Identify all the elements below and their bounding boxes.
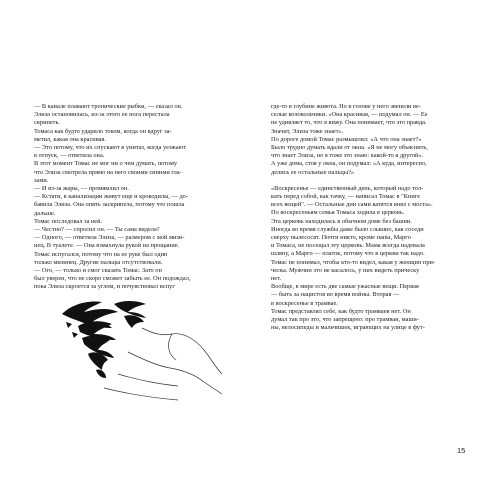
text-line: — Честно? — спросил он. — Ты сама видела? [34,226,160,234]
text-line: Значит, Элиза тоже знает». [271,127,344,135]
text-line: скрипеть. [34,119,60,127]
text-line: — В канале плавают тропические рыбки, — сказал он. [34,103,183,110]
page-number: 15 [457,446,466,455]
text-line: Томас испугался, потому что на ее руке был один [34,250,168,258]
text-line: в воскресенье в трамвае. [271,299,338,307]
text-line: ческа. Мужчин это не касалось, у них видеть прическу [271,266,420,274]
text-line: Иногда во время службы даже было слышно, как соседи [271,225,424,233]
right-text-column [271,103,467,332]
left-text-column [34,103,230,292]
text-line: где-то в глубине живота. Но в голове у него звенели ве- [271,103,421,110]
text-line: Элиза остановилась, из-за этого ее нога перестала [34,111,170,119]
text-line: нец. В туалете. — Она взмахнула рукой на прощание. [34,242,180,250]
text-line: По воскресеньям семья Томаса ходила в церковь. [271,209,405,217]
text-line: бавила Элиза. Она опять заскрипела, потому что пошла [34,201,185,209]
text-line: Томас представлял себе, как будто трамваев нет. Он [271,307,411,315]
text-line: делись ее остальные пальцы?» [271,168,355,176]
text-line: не удивляет то, что я вижу. Она понимает, что это правда. [271,119,427,127]
text-line: селые колокольчики. «Она красивая, — подумал он. — Ее [271,111,428,119]
text-line: метил, какая она красивая. [34,135,106,143]
text-line: Томас последовал за ней. [34,217,103,225]
text-line: Томаса как будто ударило током, когда он вдруг за- [34,127,172,135]
text-line: был уверен, что не скоро сможет забыть ее. Он подождал, [34,275,191,283]
text-line: Было трудно думать вдали от окна. «Я не могу объяснить, [271,144,428,152]
text-line: ны, велосипеды и мальчишек, играющих на улице в фут- [271,324,425,332]
text-line: что знает Элиза, но я тоже это знаю: какой-то я другой». [271,152,424,160]
text-line: нет. [271,275,282,283]
text-line: только мизинец. Другие пальцы отсутствовали. [34,258,163,266]
text-line: думал так про это, что запрещено: про трамваи, маши- [271,316,419,324]
hand-outline [104,328,222,400]
text-line: всех вещей". — Остальные дни сами катятся вниз с моста». [271,201,433,209]
text-line: и Томаса, не посещал эту церковь. Мама всегда надевала [271,242,425,250]
text-line: шляпу, а Марго — платок, потому что в церкви так надо. [271,250,425,258]
text-line: пока Элиза скроется за углом, и почувствовал испуг [34,283,175,291]
text-line: — быть за нацистов во время войны. Вторая — [271,291,400,299]
text-line: В этот момент Томас не мог ни о чем думать, потому [34,160,178,168]
text-line: «Воскресенье — единственный день, который надо тол- [271,184,424,192]
text-line: Эта церковь находилась в обычном доме без башни. [271,217,412,225]
text-line: Томас не понимал, чтобы кто-то видел, какая у женщин при- [271,258,435,266]
text-line: — Это потому, что их спускают в унитаз, когда уезжают [34,144,187,152]
text-line: — И из-за жары, — промямлил он. [34,185,129,193]
text-line: — Ого, — только и смог сказать Томас. Зато он [34,267,162,275]
text-line: дальше. [34,209,56,217]
text-line: — Одного, — ответила Элиза, — размером с мой мизи- [34,234,185,242]
feather-shapes [62,301,146,378]
text-line: — Кстати, в канализации живут еще и крокодилы, — до- [34,193,188,201]
text-line: зами. [34,176,49,184]
text-line: По дороге домой Томас размышлял: «А что она знает?» [271,135,422,143]
ink-illustration [58,294,228,408]
text-line: Вообще, в мире есть две самые ужасные вещи. Первая [271,283,419,291]
text-line: что Элиза смотрела прямо на него своими синими гла- [34,168,182,176]
text-line: в отпуск, — ответила она. [34,152,105,160]
text-line: кать перед собой, как тачку, — написал Томас в "Книге [271,193,421,201]
text-line: сверху пылесосят. Почти никто, кроме папы, Марго [271,234,411,242]
text-line: А уже дома, стоя у окна, он подумал: «А куда, интересно, [271,160,427,168]
